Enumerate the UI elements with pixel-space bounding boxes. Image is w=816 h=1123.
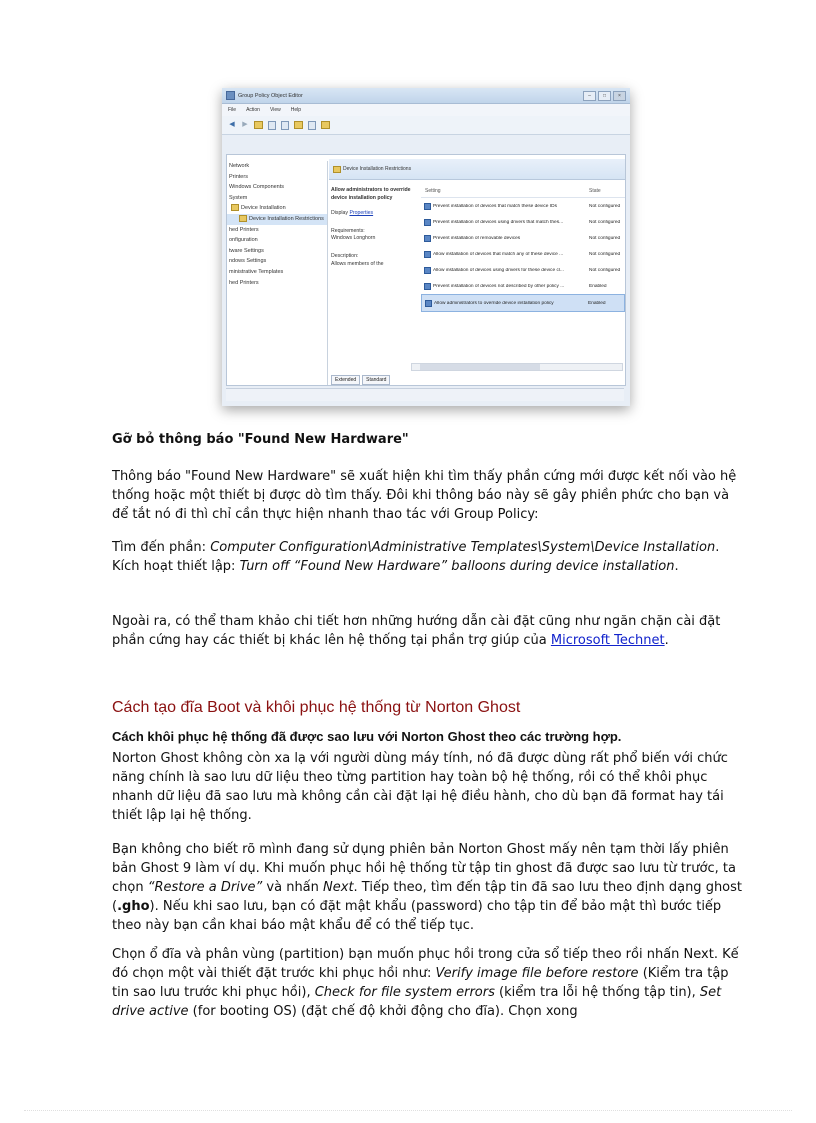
- policy-tree: [227, 161, 328, 385]
- tree-item: Printers: [229, 173, 248, 180]
- horizontal-scrollbar: [411, 363, 623, 371]
- setting-name: Prevent installation of devices that match these device IDs: [433, 203, 557, 209]
- toolbar: [222, 116, 630, 135]
- settings-row: [421, 214, 625, 230]
- section2-paragraph-2: [112, 840, 742, 935]
- policy-icon: [424, 203, 431, 210]
- text-run: . Tiếp theo, tìm đến tập tin đã sao lưu theo định dạng ghost (: [112, 880, 743, 914]
- settings-row: [421, 262, 625, 278]
- maximize-icon: □: [598, 91, 611, 101]
- policy-icon: [424, 219, 431, 226]
- forward-arrow-icon: ▶: [242, 121, 248, 128]
- setting-state: Enabled: [589, 283, 607, 289]
- text-run: .: [674, 559, 679, 574]
- section2-paragraph-1: Norton Ghost không còn xa lạ với người dùng máy tính, nó đã được dùng rất phổ biến với chức năng chính là sao lưu dữ liệu theo từng partition hay toàn bộ hệ thống, rồi có thể khôi phục nhanh dữ liệu đã sao lưu mà không cần cài đặt lại hệ điều hành, cho dù bạn đã format hay tái thiết lập lại hệ thống.: [112, 751, 728, 823]
- policy-icon: [424, 235, 431, 242]
- settings-row: [421, 278, 625, 294]
- col-state: State: [589, 188, 601, 194]
- section2-heading: Cách tạo đĩa Boot và khôi phục hệ thống từ Norton Ghost: [112, 699, 521, 716]
- settings-header: [421, 185, 625, 198]
- col-setting: Setting: [425, 188, 441, 194]
- tree-item: hed Printers: [229, 279, 259, 286]
- next-label: Next: [323, 880, 354, 895]
- section1-paragraph-2: [112, 538, 742, 576]
- text-run: Chọn ổ đĩa và phân vùng (partition) bạn muốn phục hồi trong cửa sổ tiếp theo rồi nhấn Next. Kế đó chọn một vài thiết đặt trước khi phục hồi như:: [112, 947, 739, 981]
- tree-item-selected: [227, 214, 327, 225]
- window-title: Group Policy Object Editor: [238, 92, 303, 99]
- folder-icon: [254, 121, 263, 129]
- microsoft-technet-link[interactable]: Microsoft Technet: [550, 633, 665, 648]
- text-run: .: [664, 633, 669, 648]
- tree-item: hed Printers: [229, 226, 259, 233]
- setting-state: Not configured: [589, 251, 621, 257]
- text-run: và nhấn: [262, 880, 324, 895]
- close-icon: ×: [613, 91, 626, 101]
- text-run: Bạn không cho biết rõ mình đang sử dụng phiên bản Norton Ghost mấy nên tạm thời lấy phiên bản Ghost 9 làm ví dụ. Khi muốn phục hồi hệ thống từ tập tin ghost đã được sao lưu từ trước, ta chọn: [112, 842, 736, 895]
- status-bar: [226, 388, 624, 401]
- properties-link: Properties: [349, 210, 374, 217]
- check-option: Check for file system errors: [314, 985, 495, 1000]
- setting-name: Allow installation of devices using drivers for these device cl...: [433, 267, 564, 273]
- tree-item: Windows Components: [229, 184, 285, 191]
- setting-state: Not configured: [589, 203, 621, 209]
- setting-state: Not configured: [589, 267, 621, 273]
- text-run: (Kiểm tra tập tin sao lưu trước khi phục hồi),: [112, 966, 729, 1000]
- extra-icon: [321, 121, 330, 129]
- right-panel: [329, 159, 625, 385]
- setting-name: Prevent installation of devices using drivers that match thes...: [433, 219, 564, 225]
- view-icon: [281, 121, 289, 130]
- setting-name: Allow installation of devices that match any of these device ...: [433, 251, 564, 257]
- folder-icon: [239, 215, 247, 222]
- tree-item-label: Device Installation: [241, 205, 286, 212]
- tree-item: Network: [229, 163, 250, 169]
- description-value: Allows members of the: [331, 260, 384, 267]
- text-run: Tìm đến phần:: [112, 540, 211, 555]
- setting-state: Enabled: [588, 300, 606, 306]
- page-footer-divider: [24, 1110, 792, 1111]
- panel-header: [329, 159, 625, 180]
- text-run: (kiểm tra lỗi hệ thống tập tin),: [494, 985, 700, 1000]
- policy-icon: [424, 251, 431, 258]
- back-arrow-icon: ◀: [229, 121, 235, 128]
- tree-item-label: Device Installation Restrictions: [249, 215, 324, 222]
- policy-icon: [425, 300, 432, 307]
- section1-heading: Gỡ bỏ thông báo "Found New Hardware": [112, 432, 409, 447]
- view-tabs: [331, 375, 390, 385]
- menu-help: Help: [290, 107, 302, 113]
- text-run: ). Nếu khi sao lưu, bạn có đặt mật khẩu (password) cho tập tin để bảo mật thì bước tiếp theo này bạn cần khai báo mật khẩu để có thể tiếp tục.: [112, 899, 722, 933]
- panel-header-title: Device Installation Restrictions: [343, 166, 412, 172]
- app-icon: [226, 91, 235, 100]
- policy-icon: [424, 267, 431, 274]
- description-label: Description:: [331, 252, 359, 259]
- menu-view: View: [269, 107, 281, 113]
- folder-icon: [333, 166, 341, 173]
- policy-path: Computer Configuration\Administrative Templates\System\Device Installation: [210, 540, 716, 555]
- setting-name: Prevent installation of devices not described by other policy ...: [433, 283, 565, 289]
- settings-row: [421, 198, 625, 214]
- text-run: (for booting OS) (đặt chế độ khởi động cho đĩa). Chọn xong: [188, 1004, 578, 1019]
- restore-drive-option: “Restore a Drive”: [147, 880, 263, 895]
- tree-item: onfiguration: [229, 237, 258, 244]
- export-icon: [294, 121, 303, 129]
- set-active-option: Set drive active: [112, 985, 722, 1019]
- policy-title: Allow administrators to override device installation policy: [331, 187, 411, 201]
- display-prefix: Display: [331, 210, 350, 217]
- policy-description: [331, 187, 419, 268]
- settings-row-selected: [421, 294, 625, 312]
- requirements-label: Requirements:: [331, 227, 365, 234]
- section1-paragraph-3: [112, 612, 742, 650]
- menu-action: Action: [246, 107, 260, 113]
- settings-row: [421, 230, 625, 246]
- setting-name: Allow administrators to override device installation policy: [434, 300, 554, 306]
- tab-standard: Standard: [362, 375, 390, 385]
- tree-item: tware Settings: [229, 247, 264, 254]
- policy-icon: [424, 283, 431, 290]
- setting-state: Not configured: [589, 219, 621, 225]
- section2-paragraph-3: [112, 945, 742, 1021]
- tree-item: ndows Settings: [229, 258, 267, 265]
- editor-body: [226, 154, 626, 386]
- tree-item: System: [229, 194, 248, 201]
- section2-subheading: Cách khôi phục hệ thống đã được sao lưu với Norton Ghost theo các trường hợp.: [112, 729, 622, 744]
- verify-option: Verify image file before restore: [435, 966, 639, 981]
- tab-extended: Extended: [331, 375, 360, 385]
- requirements-value: Windows Longhorn: [331, 235, 376, 242]
- gho-extension: .gho: [117, 899, 150, 914]
- menubar: [222, 104, 630, 116]
- section1-paragraph-1: Thông báo "Found New Hardware" sẽ xuất hiện khi tìm thấy phần cứng mới được kết nối vào hệ thống hoặc một thiết bị được dò tìm thấy. Đôi khi thông báo này sẽ gây phiền phức cho bạn và để tắt nó đi thì chỉ cần thực hiện nhanh thao tác với Group Policy:: [112, 469, 737, 522]
- scrollbar-thumb: [420, 364, 540, 370]
- settings-row: [421, 246, 625, 262]
- text-run: Ngoài ra, có thể tham khảo chi tiết hơn những hướng dẫn cài đặt cũng như ngăn chặn cài đặt phần cứng hay các thiết bị khác lên hệ thống tại phần trợ giúp của: [112, 614, 721, 648]
- tree-item: ministrative Templates: [229, 268, 284, 275]
- text-run: . Kích hoạt thiết lập:: [112, 540, 720, 574]
- properties-icon: [268, 121, 276, 130]
- folder-icon: [231, 204, 239, 211]
- menu-file: File: [228, 107, 237, 113]
- minimize-icon: –: [583, 91, 596, 101]
- settings-list: [421, 185, 625, 312]
- tree-item: [227, 203, 327, 214]
- help-icon: [308, 121, 316, 130]
- group-policy-screenshot: [222, 88, 630, 406]
- setting-state: Not configured: [589, 235, 621, 241]
- policy-setting-name: Turn off “Found New Hardware” balloons during device installation: [239, 559, 675, 574]
- setting-name: Prevent installation of removable devices: [433, 235, 521, 241]
- display-properties: [331, 210, 419, 218]
- window-titlebar: [222, 88, 630, 104]
